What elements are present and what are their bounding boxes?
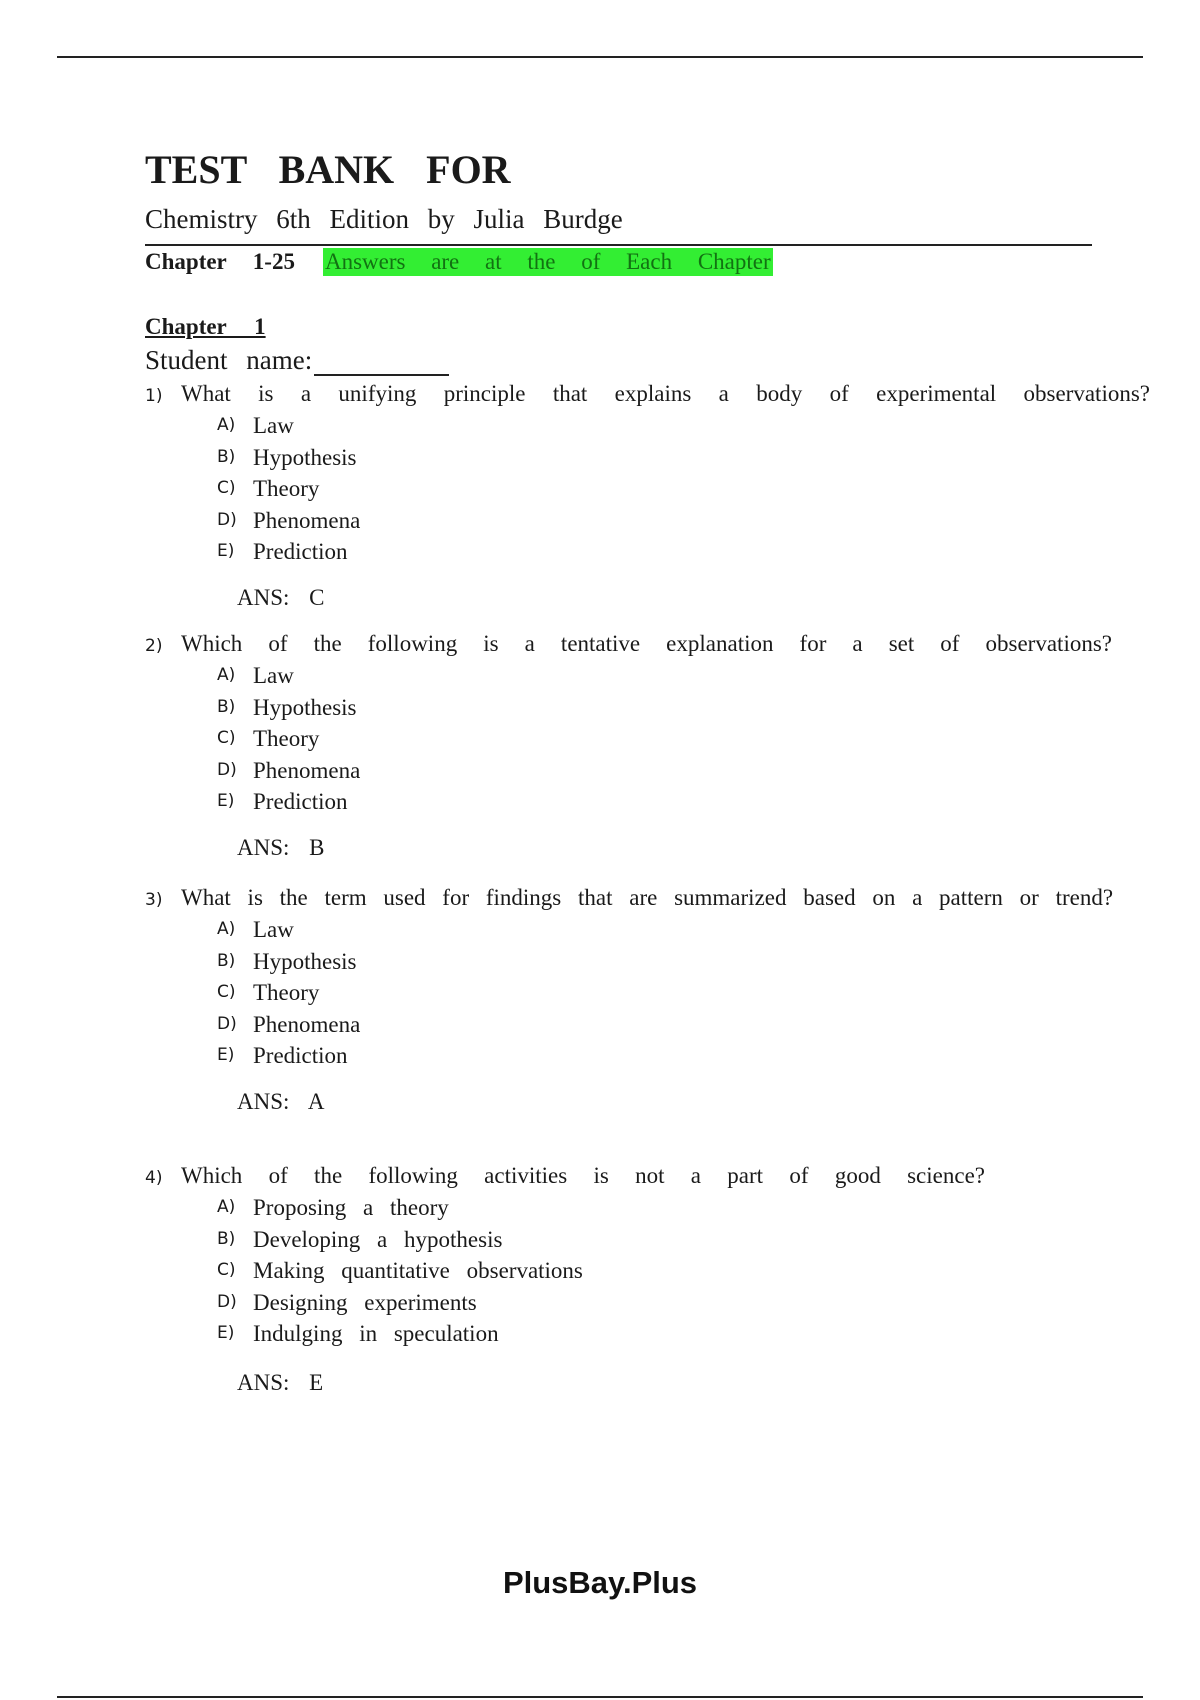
question bbox=[145, 630, 1145, 861]
option-text: Theory bbox=[253, 980, 320, 1005]
chapter-range-line bbox=[145, 248, 773, 276]
bottom-rule bbox=[57, 1696, 1143, 1698]
option-list bbox=[145, 410, 1145, 568]
option-item bbox=[217, 1287, 1145, 1319]
chapters-range: 1-25 bbox=[252, 249, 295, 274]
chapters-label: Chapter bbox=[145, 249, 227, 274]
option-text: Phenomena bbox=[253, 757, 361, 783]
option-item bbox=[217, 1009, 1145, 1041]
option-text: Hypothesis bbox=[253, 694, 357, 720]
footer-brand: PlusBay.Plus bbox=[502, 1565, 698, 1600]
option-letter: E) bbox=[217, 791, 235, 811]
option-item bbox=[217, 977, 1145, 1009]
option-item bbox=[217, 660, 1145, 692]
option-letter: C) bbox=[217, 1260, 236, 1280]
question bbox=[145, 1162, 1145, 1396]
option-text: Theory bbox=[253, 476, 320, 501]
option-text: Making quantitative observations bbox=[253, 1258, 583, 1283]
option-item bbox=[217, 1224, 1145, 1256]
option-text: Prediction bbox=[253, 789, 348, 814]
option-item bbox=[217, 442, 1145, 474]
option-letter: D) bbox=[217, 509, 237, 530]
option-text: Hypothesis bbox=[253, 444, 357, 470]
option-text: Law bbox=[253, 663, 294, 688]
question bbox=[145, 380, 1150, 611]
answer-key: ANS: E bbox=[237, 1369, 324, 1395]
option-letter: E) bbox=[217, 1045, 235, 1065]
option-text: Law bbox=[253, 917, 294, 942]
option-letter: A) bbox=[217, 665, 236, 685]
option-item bbox=[217, 946, 1145, 978]
option-letter: A) bbox=[217, 415, 236, 435]
option-letter: C) bbox=[217, 728, 236, 748]
option-item bbox=[217, 536, 1145, 568]
option-text: Theory bbox=[253, 726, 320, 751]
option-letter: A) bbox=[217, 1197, 236, 1217]
answers-note-highlight: Answers are at the of Each Chapter bbox=[324, 249, 771, 274]
answer-key: ANS: C bbox=[237, 584, 325, 610]
option-letter: C) bbox=[217, 478, 236, 498]
option-item bbox=[217, 1192, 1145, 1224]
option-letter: B) bbox=[217, 950, 236, 971]
question-stem bbox=[145, 380, 1150, 410]
option-item bbox=[217, 755, 1145, 787]
question-text: Which of the following activities is not a part of good science? bbox=[181, 1163, 985, 1188]
student-name-line bbox=[145, 344, 449, 376]
option-text: Designing experiments bbox=[253, 1289, 477, 1315]
option-letter: D) bbox=[217, 1013, 237, 1034]
question-stem bbox=[145, 1162, 1145, 1192]
option-item bbox=[217, 692, 1145, 724]
option-list bbox=[145, 914, 1145, 1072]
answer-key: ANS: A bbox=[237, 1088, 325, 1114]
question-text: What is a unifying principle that explains a body of experimental observations? bbox=[181, 381, 1150, 406]
option-text: Proposing a theory bbox=[253, 1195, 449, 1220]
option-text: Hypothesis bbox=[253, 948, 357, 974]
option-letter: E) bbox=[217, 1323, 235, 1343]
option-item bbox=[217, 1255, 1145, 1287]
student-name-blank bbox=[314, 346, 449, 376]
option-item bbox=[217, 1040, 1145, 1072]
option-text: Prediction bbox=[253, 1043, 348, 1068]
option-text: Law bbox=[253, 413, 294, 438]
option-letter: E) bbox=[217, 541, 235, 561]
option-text: Phenomena bbox=[253, 1011, 361, 1037]
option-item bbox=[217, 505, 1145, 537]
option-text: Prediction bbox=[253, 539, 348, 564]
question-text: What is the term used for findings that are summarized based on a pattern or trend? bbox=[181, 885, 1114, 910]
option-item bbox=[217, 1318, 1145, 1350]
answer-key: ANS: B bbox=[237, 834, 325, 860]
option-letter: D) bbox=[217, 1291, 237, 1312]
option-text: Developing a hypothesis bbox=[253, 1226, 503, 1252]
option-item bbox=[217, 914, 1145, 946]
question-number: 4) bbox=[145, 1168, 163, 1188]
question-number: 1) bbox=[145, 386, 163, 406]
question-stem bbox=[145, 884, 1145, 914]
option-item bbox=[217, 410, 1145, 442]
top-rule bbox=[57, 56, 1143, 58]
option-item bbox=[217, 786, 1145, 818]
question-number: 2) bbox=[145, 636, 163, 656]
document-title: TEST BANK FOR bbox=[145, 147, 511, 192]
option-letter: C) bbox=[217, 982, 236, 1002]
option-letter: B) bbox=[217, 446, 236, 467]
option-item bbox=[217, 723, 1145, 755]
option-list bbox=[145, 1192, 1145, 1350]
option-letter: D) bbox=[217, 759, 237, 780]
option-letter: A) bbox=[217, 919, 236, 939]
option-item bbox=[217, 473, 1145, 505]
question-number: 3) bbox=[145, 890, 163, 910]
option-text: Phenomena bbox=[253, 507, 361, 533]
option-letter: B) bbox=[217, 696, 236, 717]
option-letter: B) bbox=[217, 1228, 236, 1249]
document-subtitle: Chemistry 6th Edition by Julia Burdge bbox=[145, 204, 623, 234]
option-list bbox=[145, 660, 1145, 818]
question-stem bbox=[145, 630, 1145, 660]
chapter-heading: Chapter 1 bbox=[145, 314, 266, 339]
question-text: Which of the following is a tentative explanation for a set of observations? bbox=[181, 631, 1112, 656]
question bbox=[145, 884, 1145, 1115]
student-name-label: Student name: bbox=[145, 345, 313, 375]
option-text: Indulging in speculation bbox=[253, 1321, 499, 1346]
subtitle-underline bbox=[145, 244, 1092, 246]
